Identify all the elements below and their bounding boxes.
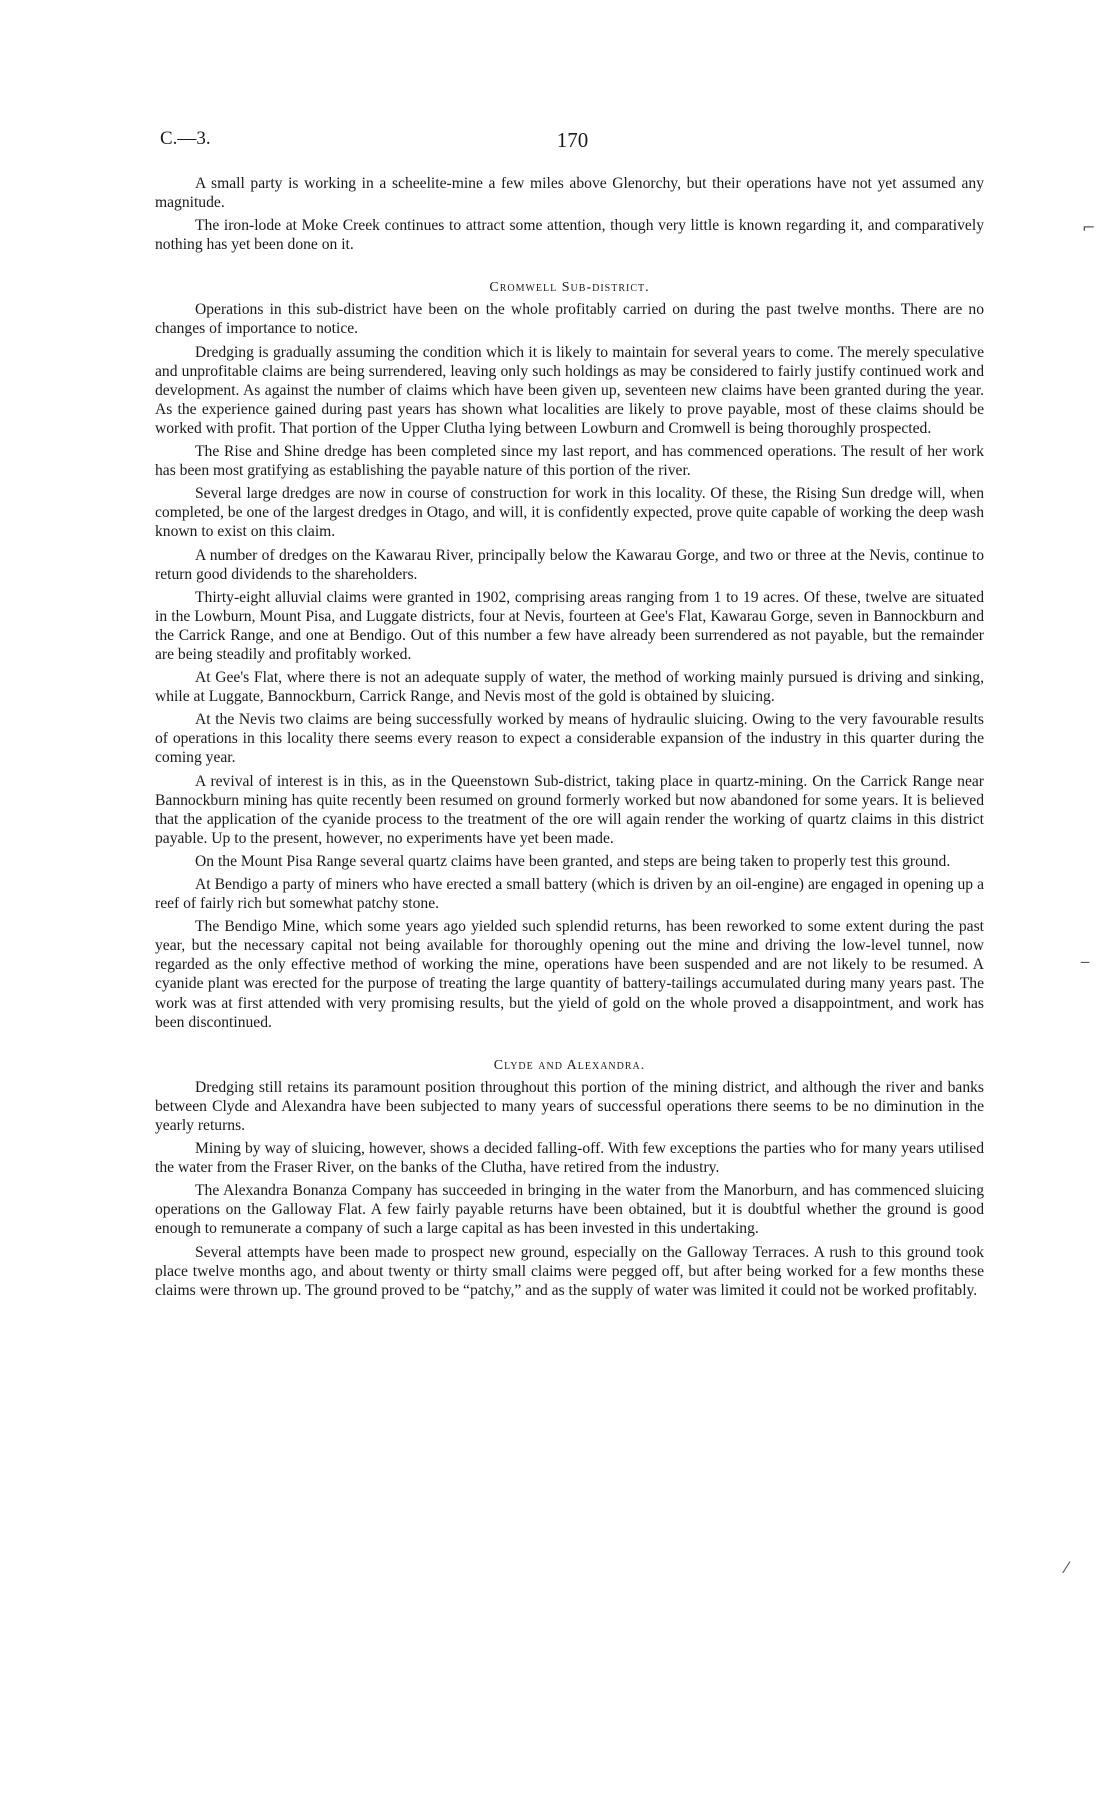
paragraph: At Bendigo a party of miners who have erected a small battery (which is driven by an oil-engine) are engaged in opening up a reef of fairly rich but somewhat patchy stone. <box>155 876 984 913</box>
paragraph: Dredging still retains its paramount position throughout this portion of the mining district, and although the river and banks between Clyde and Alexandra have been subjected to many years of successful operations there seems to be no diminution in the yearly returns. <box>155 1078 984 1134</box>
document-reference: C.—3. <box>160 128 211 149</box>
paragraph: Several attempts have been made to prospect new ground, especially on the Galloway Terraces. A rush to this ground took place twelve months ago, and about twenty or thirty small claims were pegged off, but after being worked for a few months these claims were thrown up. The ground proved to be “patchy,” and as the supply of water was limited it could not be worked profitably. <box>155 1243 984 1299</box>
paragraph: Dredging is gradually assuming the condition which it is likely to maintain for several years to come. The merely speculative and unprofitable claims are being surrendered, leaving only such holdings as may be considered to fairly justify continued work and development. As against the number of claims which have been given up, seventeen new claims have been granted during the year. As the experience gained during past years has shown what localities are likely to prove payable, most of these claims should be worked with profit. That portion of the Upper Clutha lying between Lowburn and Cromwell is being thoroughly prospected. <box>155 343 984 437</box>
margin-mark-icon: ‒ <box>1080 952 1091 971</box>
margin-mark-icon: ⌐ <box>1082 218 1096 237</box>
page-number: 170 <box>556 128 589 152</box>
paragraph: A revival of interest is in this, as in the Queenstown Sub-district, taking place in quartz-mining. On the Carrick Range near Bannockburn mining has quite recently been resumed on ground formerly worked but now abandoned for some years. It is believed that the application of the cyanide process to the treatment of the ore will again render the working of quartz claims in this district payable. Up to the present, however, no experiments have yet been made. <box>155 772 984 847</box>
page-body <box>155 174 984 1304</box>
page-header <box>160 128 985 154</box>
paragraph: A small party is working in a scheelite-mine a few miles above Glenorchy, but their operations have not yet assumed any magnitude. <box>155 175 984 212</box>
paragraph: The Rise and Shine dredge has been completed since my last report, and has commenced operations. The result of her work has been most gratifying as establishing the payable nature of this portion of the river. <box>155 443 984 480</box>
paragraph: The iron-lode at Moke Creek continues to attract some attention, though very little is known regarding it, and comparatively nothing has yet been done on it. <box>155 217 984 254</box>
paragraph: On the Mount Pisa Range several quartz claims have been granted, and steps are being taken to properly test this ground. <box>195 852 951 870</box>
paragraph: A number of dredges on the Kawarau River, principally below the Kawarau Gorge, and two or three at the Nevis, continue to return good dividends to the shareholders. <box>155 546 984 583</box>
paragraph: At the Nevis two claims are being successfully worked by means of hydraulic sluicing. Owing to the very favourable results of operations in this locality there seems every reason to expect a considerable expansion of the industry in this quarter during the coming year. <box>155 711 984 767</box>
section-heading-cromwell: Cromwell Sub-district. <box>489 280 650 296</box>
paragraph: Mining by way of sluicing, however, shows a decided falling-off. With few exceptions the parties who for many years utilised the water from the Fraser River, on the banks of the Clutha, have retired from the industry. <box>155 1140 984 1177</box>
paragraph: The Bendigo Mine, which some years ago yielded such splendid returns, has been reworked to some extent during the past year, but the necessary capital not being available for thoroughly opening out the mine and driving the low-level tunnel, now regarded as the only effective method of working the mine, operations have been suspended and are not likely to be resumed. A cyanide plant was erected for the purpose of treating the large quantity of battery-tailings accumulated during many years past. The work was at first attended with very promising results, but the yield of gold on the whole proved a disappointment, and work has been discontinued. <box>155 918 984 1031</box>
section-heading-clyde-alexandra: Clyde and Alexandra. <box>493 1057 646 1073</box>
paragraph: Thirty-eight alluvial claims were granted in 1902, comprising areas ranging from 1 to 19 acres. Of these, twelve are situated in the Lowburn, Mount Pisa, and Luggate districts, four at Nevis, fourteen at Gee's Flat, Kawarau Gorge, seven in Bannockburn and the Carrick Range, and one at Bendigo. Out of this number a few have already been surrendered as not payable, but the remainder are being steadily and profitably worked. <box>155 588 984 663</box>
paragraph: At Gee's Flat, where there is not an adequate supply of water, the method of working mainly pursued is driving and sinking, while at Luggate, Bannockburn, Carrick Range, and Nevis most of the gold is obtained by sluicing. <box>155 669 984 706</box>
margin-mark-icon: ⁄ <box>1065 1558 1068 1577</box>
paragraph: Several large dredges are now in course of construction for work in this locality. Of these, the Rising Sun dredge will, when completed, be one of the largest dredges in Otago, and will, it is confidently expected, prove quite capable of working the deep wash known to exist on this claim. <box>155 485 984 541</box>
paragraph: Operations in this sub-district have been on the whole profitably carried on during the past twelve months. There are no changes of importance to notice. <box>155 301 984 338</box>
paragraph: The Alexandra Bonanza Company has succeeded in bringing in the water from the Manorburn, and has commenced sluicing operations on the Galloway Flat. A few fairly payable returns have been obtained, but it is doubtful whether the ground is good enough to remunerate a company of such a large capital as has been invested in this undertaking. <box>155 1182 984 1238</box>
